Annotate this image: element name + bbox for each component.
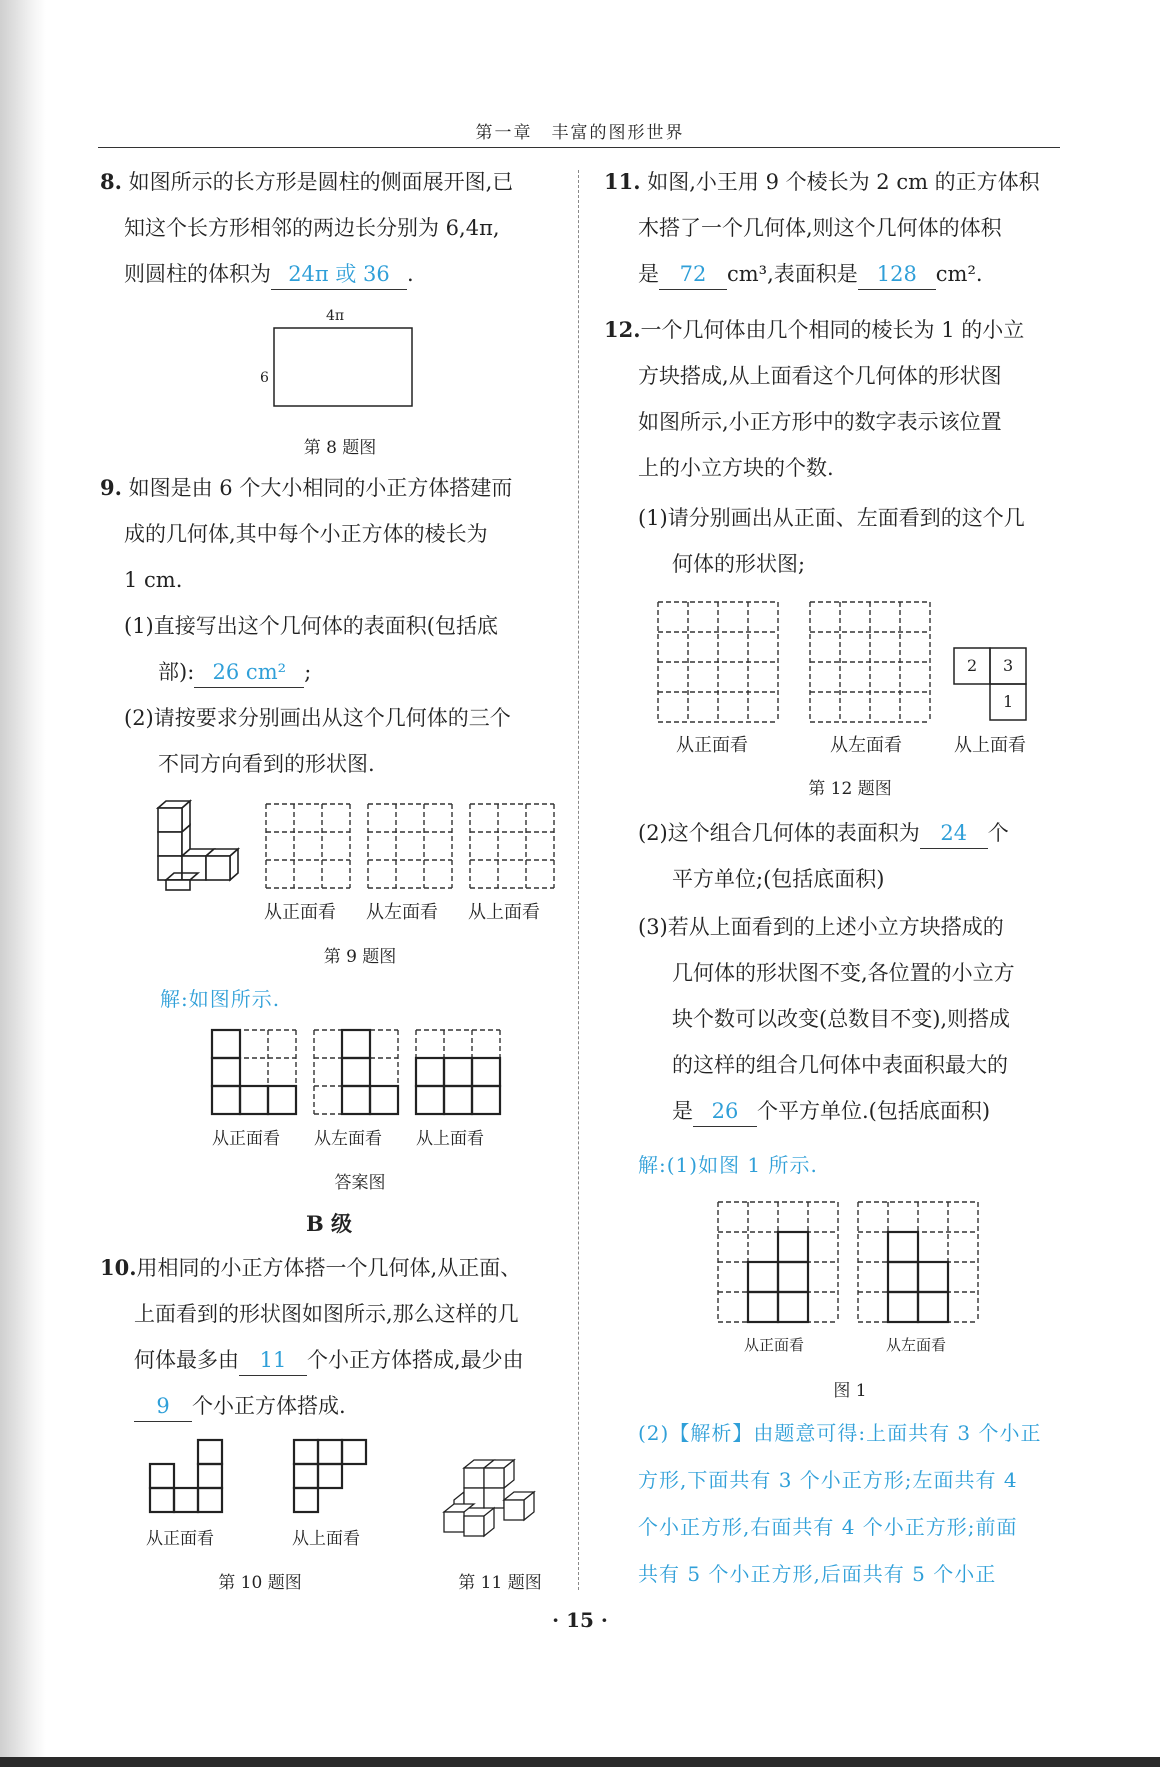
q12-part3-line3: 块个数可以改变(总数目不变),则搭成 [672, 1007, 1011, 1031]
q9-label-front: 从正面看 [264, 902, 336, 923]
q8-rectangle-figure [256, 310, 426, 410]
q12-solution2-line1: (2)【解析】由题意可得:上面共有 3 个小正 [638, 1421, 1042, 1445]
q12-answer-front-cell [778, 1292, 808, 1322]
q12-part3-line1: (3)若从上面看到的上述小立方块搭成的 [638, 915, 1004, 939]
q12-solution2-line2: 方形,下面共有 3 个小正方形;左面共有 4 [638, 1468, 1018, 1492]
q9-answer-front-cell [212, 1086, 240, 1114]
q10-line3: 何体最多由 11 个小正方体搭成,最少由 [134, 1345, 524, 1376]
q8-answer-blank: 24π 或 36 [271, 259, 407, 290]
q10-front-cell [150, 1488, 174, 1512]
q8-line3: 则圆柱的体积为 24π 或 36 . [124, 259, 414, 290]
q12-line2: 方块搭成,从上面看这个几何体的形状图 [638, 364, 1002, 388]
q9-line3: 1 cm. [124, 568, 183, 592]
q10-answer-min: 9 [134, 1391, 192, 1422]
q9-caption: 第 9 题图 [323, 947, 397, 967]
q12-part2-line2: 平方单位;(包括底面积) [672, 867, 885, 891]
q9-answer-left-cell [370, 1086, 398, 1114]
q12-part3-line5: 是 26 个平方单位.(包括底面积) [672, 1096, 990, 1127]
q10-label-top: 从上面看 [292, 1529, 360, 1549]
q12-solution2-line3: 个小正方形,右面共有 4 个小正方形;前面 [638, 1515, 1018, 1539]
q12-part3-line4: 的这样的组合几何体中表面积最大的 [672, 1053, 1008, 1077]
q9-answer-top-cell [472, 1058, 500, 1086]
q11-line1: 11. 如图,小王用 9 个棱长为 2 cm 的正方体积 [604, 169, 1040, 194]
q8-number: 8. [100, 169, 122, 194]
q9-label-left: 从左面看 [366, 902, 438, 923]
q10-front-cell [174, 1488, 198, 1512]
q12-answer-left-cell [918, 1262, 948, 1292]
column-divider [578, 170, 579, 1590]
q11-answer-area: 128 [858, 259, 936, 290]
q9-answer-left-cell [342, 1058, 370, 1086]
q10-top-cell [294, 1440, 318, 1464]
q12-label-top: 从上面看 [954, 735, 1026, 756]
q12-answer-label-front: 从正面看 [744, 1336, 805, 1354]
q12-answer-left-cell [918, 1292, 948, 1322]
q9-answer-label-front: 从正面看 [212, 1129, 280, 1149]
q9-answer-front-cell [212, 1030, 240, 1058]
q8-top-label: 4π [326, 308, 345, 324]
q10-number: 10. [100, 1255, 137, 1280]
q11-line2: 木搭了一个几何体,则这个几何体的体积 [638, 216, 1002, 240]
q9-part1-line1: (1)直接写出这个几何体的表面积(包括底 [124, 614, 498, 638]
q12-fig1-caption: 图 1 [833, 1381, 867, 1401]
q12-part2-answer: 24 [920, 818, 988, 849]
q12-answer-left-cell [888, 1292, 918, 1322]
q12-top-number-3: 1 [1003, 692, 1014, 711]
q10-line2: 上面看到的形状图如图所示,那么这样的几 [134, 1302, 519, 1326]
q10-front-cell [198, 1464, 222, 1488]
q12-answer-left-cell [888, 1232, 918, 1262]
q9-line1: 9. 如图是由 6 个大小相同的小正方体搭建而 [100, 475, 513, 500]
q12-line1: 12.一个几何体由几个相同的棱长为 1 的小立 [604, 317, 1025, 342]
q12-answer-front-cell [748, 1292, 778, 1322]
page-number: · 15 · [552, 1608, 608, 1632]
q12-part1-line2: 何体的形状图; [672, 552, 806, 576]
q9-answer-label-top: 从上面看 [416, 1129, 484, 1149]
q10-top-cell [294, 1464, 318, 1488]
q11-caption: 第 11 题图 [458, 1573, 542, 1593]
q9-answer-left-cell [342, 1086, 370, 1114]
q10-line4: 9 个小正方体搭成. [134, 1391, 346, 1422]
q12-answer-grids [718, 1202, 988, 1326]
q8-line1: 8. 如图所示的长方形是圆柱的侧面展开图,已 [100, 169, 514, 194]
q9-answer-top-cell [444, 1058, 472, 1086]
chapter-header: 第一章 丰富的图形世界 [475, 123, 685, 143]
q12-line4: 上的小立方块的个数. [638, 456, 834, 480]
q9-answer-caption: 答案图 [334, 1173, 386, 1193]
header-rule [98, 147, 1060, 148]
q12-answer-label-left: 从左面看 [886, 1336, 947, 1354]
q9-answer-top-cell [444, 1086, 472, 1114]
q9-answer-blank: 26 cm² [194, 657, 304, 688]
q10-front-cell [198, 1440, 222, 1464]
q12-label-front: 从正面看 [676, 735, 748, 756]
q9-answer-front-cell [268, 1086, 296, 1114]
q12-line3: 如图所示,小正方形中的数字表示该位置 [638, 410, 1002, 434]
q11-cube-solid [444, 1460, 544, 1550]
q8-side-label: 6 [260, 370, 269, 386]
q9-answer-front-cell [240, 1086, 268, 1114]
q9-number: 9. [100, 475, 122, 500]
q10-caption: 第 10 题图 [218, 1573, 302, 1593]
q9-part1-line2: 部): 26 cm² ; [158, 657, 311, 688]
q12-answer-front-cell [778, 1262, 808, 1292]
bottom-bar [0, 1757, 1160, 1767]
q9-answer-top-cell [416, 1058, 444, 1086]
q10-front-cell [198, 1488, 222, 1512]
q8-line2: 知这个长方形相邻的两边长分别为 6,4π, [124, 216, 500, 240]
q12-top-number-1: 2 [967, 656, 978, 675]
q9-answer-top-cell [416, 1086, 444, 1114]
q12-answer-front-cell [748, 1262, 778, 1292]
q11-answer-volume: 72 [659, 259, 727, 290]
q9-answer-front-cell [212, 1058, 240, 1086]
q8-caption: 第 8 题图 [303, 438, 377, 458]
q10-answer-max: 11 [239, 1345, 307, 1376]
q9-line2: 成的几何体,其中每个小正方体的棱长为 [124, 522, 488, 546]
level-b-heading: B 级 [306, 1211, 353, 1236]
q12-top-number-2: 3 [1003, 656, 1014, 675]
q12-top-view [954, 648, 1028, 722]
q9-empty-grids [266, 804, 556, 894]
q10-top-cell [318, 1440, 342, 1464]
q12-caption: 第 12 题图 [808, 779, 892, 799]
q9-label-top: 从上面看 [468, 902, 540, 923]
q12-answer-front-cell [778, 1232, 808, 1262]
q10-top-cell [294, 1488, 318, 1512]
q10-line1: 10.用相同的小正方体搭一个几何体,从正面、 [100, 1255, 522, 1280]
q12-empty-grids [658, 602, 938, 726]
q10-top-cell [318, 1464, 342, 1488]
q10-front-cell [150, 1464, 174, 1488]
q11-number: 11. [604, 169, 641, 194]
q9-part2-line1: (2)请按要求分别画出从这个几何体的三个 [124, 706, 511, 730]
q12-part2-line1: (2)这个组合几何体的表面积为 24 个 [638, 818, 1009, 849]
q10-label-front: 从正面看 [146, 1529, 214, 1549]
q12-solution1: 解:(1)如图 1 所示. [638, 1153, 818, 1177]
q12-part3-answer: 26 [693, 1096, 757, 1127]
q12-part3-line2: 几何体的形状图不变,各位置的小立方 [672, 961, 1015, 985]
q9-solution: 解:如图所示. [160, 987, 281, 1011]
q9-answer-label-left: 从左面看 [314, 1129, 382, 1149]
q12-number: 12. [604, 317, 641, 342]
q10-front-view [150, 1440, 230, 1520]
q9-cube-solid [150, 798, 250, 898]
q12-solution2-line4: 共有 5 个小正方形,后面共有 5 个小正 [638, 1562, 997, 1586]
q9-answer-grids [212, 1030, 512, 1120]
q12-answer-left-cell [888, 1262, 918, 1292]
q10-top-cell [342, 1440, 366, 1464]
q9-answer-top-cell [472, 1086, 500, 1114]
q9-part2-line2: 不同方向看到的形状图. [158, 752, 375, 776]
q9-answer-left-cell [342, 1030, 370, 1058]
q12-part1-line1: (1)请分别画出从正面、左面看到的这个几 [638, 506, 1025, 530]
q10-top-view [294, 1440, 374, 1520]
page-shadow [0, 0, 46, 1767]
q11-line3: 是 72 cm³,表面积是 128 cm². [638, 259, 983, 290]
q12-label-left: 从左面看 [830, 735, 902, 756]
